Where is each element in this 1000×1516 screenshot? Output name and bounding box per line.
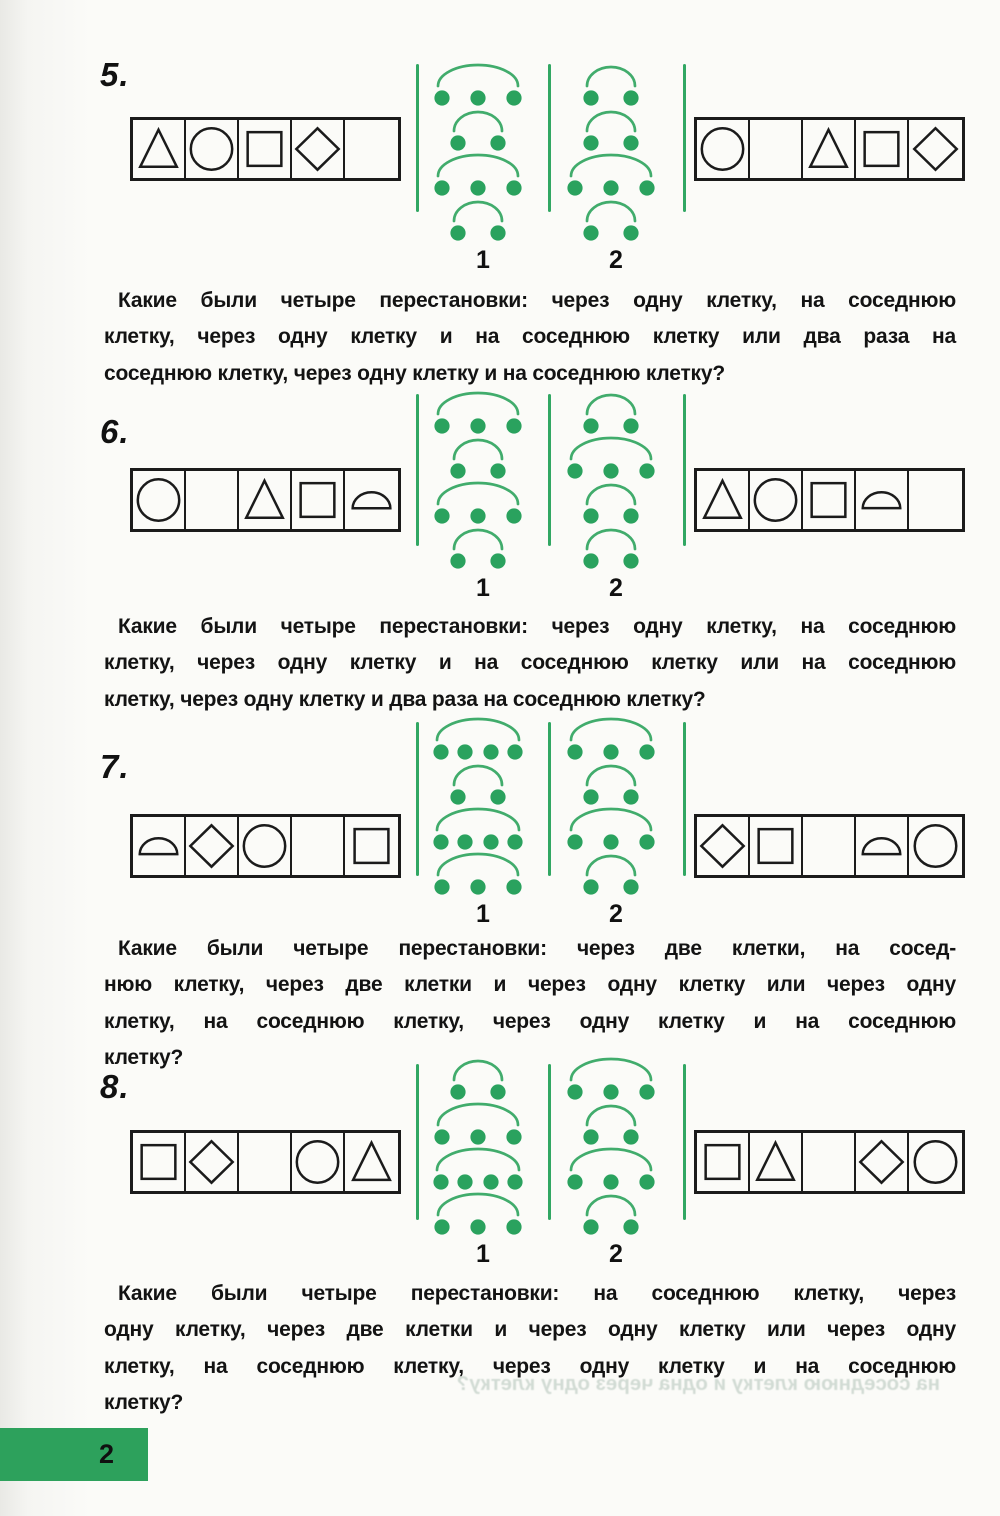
diagram-number: 1 [476,900,490,928]
dot [567,1084,582,1099]
dot [567,180,582,195]
dot [457,1174,472,1189]
dot [639,180,654,195]
shape-cell-empty [750,120,803,178]
shape-cell-semicircle [345,471,398,529]
semicircle-shape-icon [345,472,398,528]
shape-cell-diamond [292,120,345,178]
dot [433,744,448,759]
swap-arc [438,1194,518,1215]
dot [470,879,485,894]
page-number-bar [0,1428,148,1481]
dot [470,180,485,195]
swap-arc [454,530,502,549]
dot [450,789,465,804]
dot [583,418,598,433]
problem-number: 7. [100,748,130,785]
question-text [104,931,956,1077]
dot [506,879,521,894]
shape-cell-empty [292,817,345,875]
shape-cell-circle [697,120,750,178]
dot [583,1129,598,1144]
shape-cell-square [697,1133,750,1191]
swap-arc [571,155,651,176]
dot [457,834,472,849]
swap-arc [587,395,635,414]
move-diagram-1 [408,62,558,253]
shape-cell-diamond [909,120,962,178]
shape-cell-diamond [856,1133,909,1191]
circle-shape-icon [750,472,801,528]
move-diagram-2 [541,716,691,907]
diamond-shape-icon [909,121,962,177]
shape-cell-semicircle [856,471,909,529]
dot [506,90,521,105]
dot [583,135,598,150]
square-shape-icon [750,818,801,874]
diagram-number: 2 [609,900,623,928]
dot [470,90,485,105]
empty-shape [186,472,237,528]
swap-arc [587,766,635,785]
dot [583,90,598,105]
answer-strip-right [694,117,965,181]
dot [583,553,598,568]
answer-strip-right [694,1130,965,1194]
question-line: клетку, через одну клетку и два раза на соседнюю клетку? [104,687,706,711]
shape-cell-circle [292,1133,345,1191]
shape-cell-square [345,817,398,875]
empty-shape [345,121,398,177]
question-line: клетку? [104,1391,184,1415]
dot [623,135,638,150]
dot [506,1129,521,1144]
move-diagram-2 [541,1056,691,1247]
triangle-shape-icon [345,1134,398,1190]
dot [603,180,618,195]
dot [603,463,618,478]
dot [450,225,465,240]
page-number: 2 [98,1439,114,1469]
swap-arc [454,202,502,221]
diagram-number: 1 [476,246,490,274]
swap-arc [438,1104,518,1125]
circle-shape-icon [186,121,237,177]
square-shape-icon [345,818,398,874]
diagram-number: 1 [476,1240,490,1268]
diamond-shape-icon [856,1134,907,1190]
question-line: Какие были четыре перестановки: через одну клетку, на соседнюю [118,289,956,312]
shape-cell-square [803,471,856,529]
answer-strip-left [130,1130,401,1194]
dot [490,135,505,150]
dot [506,1219,521,1234]
shape-cell-empty [909,471,962,529]
square-shape-icon [856,121,907,177]
question-line: клетку, на соседнюю клетку, через одну клетку и на соседнюю [104,1354,956,1378]
dot [623,1129,638,1144]
shape-cell-diamond [697,817,750,875]
square-shape-icon [133,1134,184,1190]
circle-shape-icon [239,818,290,874]
dot [567,1174,582,1189]
square-shape-icon [239,121,290,177]
circle-shape-icon [909,1134,962,1190]
shape-cell-square [856,120,909,178]
swap-arc [454,440,502,459]
dot [639,463,654,478]
diamond-shape-icon [292,121,343,177]
swap-arc [454,766,502,785]
swap-arc [438,155,518,176]
swap-arc [571,719,651,740]
shape-cell-circle [186,120,239,178]
empty-shape [803,818,854,874]
swap-arc [438,65,518,86]
dot [583,879,598,894]
dot [450,135,465,150]
dot [483,744,498,759]
shape-cell-triangle [239,471,292,529]
dot [434,508,449,523]
dot [470,1219,485,1234]
shape-cell-square [750,817,803,875]
answer-strip-left [130,468,401,532]
dot [583,1219,598,1234]
dot [603,1084,618,1099]
dot [450,1084,465,1099]
triangle-shape-icon [803,121,854,177]
dot [639,1084,654,1099]
square-shape-icon [697,1134,748,1190]
empty-shape [292,818,343,874]
circle-shape-icon [133,472,184,528]
dot [450,553,465,568]
dot [507,744,522,759]
dot [623,879,638,894]
swap-arc [587,530,635,549]
dot [583,508,598,523]
showthrough-text: на соседнюю клетку и одна через одну клетку? [456,1372,940,1395]
swap-arc [587,112,635,131]
dot [433,1174,448,1189]
shape-cell-triangle [133,120,186,178]
dot [434,418,449,433]
answer-strip-left [130,117,401,181]
dot [470,1129,485,1144]
triangle-shape-icon [133,121,184,177]
swap-arc [571,809,651,830]
dot [507,834,522,849]
diagram-number: 2 [609,574,623,602]
question-text [104,1276,956,1422]
question-line: Какие были четыре перестановки: через одну клетку, на соседнюю [118,615,956,638]
swap-arc [454,1061,502,1080]
swap-arc [571,438,651,459]
dot [434,180,449,195]
shape-cell-empty [345,120,398,178]
swap-arc [587,1106,635,1125]
semicircle-shape-icon [133,818,184,874]
triangle-shape-icon [239,472,290,528]
swap-arc [571,1059,651,1080]
empty-shape [239,1134,290,1190]
dot [603,1174,618,1189]
diagram-number: 2 [609,1240,623,1268]
shape-cell-empty [239,1133,292,1191]
dot [506,508,521,523]
move-diagram-1 [408,1056,558,1247]
swap-arc [438,854,518,875]
diamond-shape-icon [697,818,748,874]
square-shape-icon [803,472,854,528]
swap-arc [454,112,502,131]
dot [639,834,654,849]
semicircle-shape-icon [856,472,907,528]
shape-cell-triangle [750,1133,803,1191]
dot [603,744,618,759]
empty-shape [803,1134,854,1190]
shape-cell-triangle [345,1133,398,1191]
swap-arc [437,1149,519,1170]
dot [506,418,521,433]
problem-number: 8. [100,1068,130,1105]
dot [434,1219,449,1234]
problem-number: 6. [100,413,130,450]
diagram-number: 1 [476,574,490,602]
empty-shape [750,121,801,177]
dot [639,744,654,759]
shape-cell-empty [803,1133,856,1191]
dot [490,1084,505,1099]
shape-cell-circle [750,471,803,529]
question-line: Какие были четыре перестановки: через две клетки, на сосед- [118,937,956,960]
dot [623,508,638,523]
shape-cell-square [239,120,292,178]
triangle-shape-icon [697,472,748,528]
dot [434,90,449,105]
shape-cell-circle [909,817,962,875]
question-line: клетку? [104,1046,184,1070]
shape-cell-circle [133,471,186,529]
dot [623,225,638,240]
shape-cell-semicircle [133,817,186,875]
circle-shape-icon [292,1134,343,1190]
dot [567,744,582,759]
diamond-shape-icon [186,1134,237,1190]
question-text [104,283,956,392]
dot [567,834,582,849]
dot [567,463,582,478]
diamond-shape-icon [186,818,237,874]
dot [490,789,505,804]
shape-cell-circle [239,817,292,875]
circle-shape-icon [697,121,748,177]
dot [506,180,521,195]
question-line: клетку, на соседнюю клетку, через одну клетку и на соседнюю [104,1009,956,1033]
problem-number: 5. [100,56,130,93]
move-diagram-2 [541,390,691,581]
swap-arc [587,856,635,875]
dot [483,834,498,849]
dot [623,789,638,804]
dot [434,1129,449,1144]
diagram-number: 2 [609,246,623,274]
swap-arc [571,1149,651,1170]
circle-shape-icon [909,818,962,874]
move-diagram-2 [541,62,691,253]
question-line: нюю клетку, через две клетки и через одну клетку или через одну [104,973,956,997]
shape-cell-circle [909,1133,962,1191]
question-line: Какие были четыре перестановки: на соседнюю клетку, через [118,1282,956,1305]
dot [639,1174,654,1189]
dot [623,553,638,568]
dot [623,90,638,105]
dot [434,879,449,894]
question-line: соседнюю клетку, через одну клетку и на соседнюю клетку? [104,361,725,385]
dot [433,834,448,849]
shape-cell-empty [803,817,856,875]
question-line: клетку, через одну клетку и на соседнюю клетку или два раза на [104,325,956,349]
swap-arc [438,483,518,504]
swap-arc [587,67,635,86]
dot [623,1219,638,1234]
shape-cell-semicircle [856,817,909,875]
semicircle-shape-icon [856,818,907,874]
triangle-shape-icon [750,1134,801,1190]
dot [603,834,618,849]
swap-arc [587,202,635,221]
move-diagram-1 [408,716,558,907]
answer-strip-right [694,468,965,532]
shape-cell-empty [186,471,239,529]
dot [483,1174,498,1189]
dot [490,463,505,478]
shape-cell-diamond [186,1133,239,1191]
swap-arc [587,1196,635,1215]
dot [450,463,465,478]
swap-arc [437,719,519,740]
shape-cell-square [292,471,345,529]
shape-cell-diamond [186,817,239,875]
dot [490,225,505,240]
answer-strip-left [130,814,401,878]
shape-cell-triangle [803,120,856,178]
question-line: одну клетку, через две клетки и через одну клетку или через одну [104,1318,956,1342]
dot [623,418,638,433]
question-text [104,609,956,718]
dot [470,418,485,433]
dot [507,1174,522,1189]
dot [457,744,472,759]
dot [490,553,505,568]
shape-cell-square [133,1133,186,1191]
swap-arc [438,393,518,414]
dot [470,508,485,523]
answer-strip-right [694,814,965,878]
dot [583,789,598,804]
question-line: клетку, через одну клетку и на соседнюю клетку или на соседнюю [104,651,956,675]
dot [583,225,598,240]
shape-cell-triangle [697,471,750,529]
square-shape-icon [292,472,343,528]
move-diagram-1 [408,390,558,581]
swap-arc [437,809,519,830]
empty-shape [909,472,962,528]
swap-arc [587,485,635,504]
